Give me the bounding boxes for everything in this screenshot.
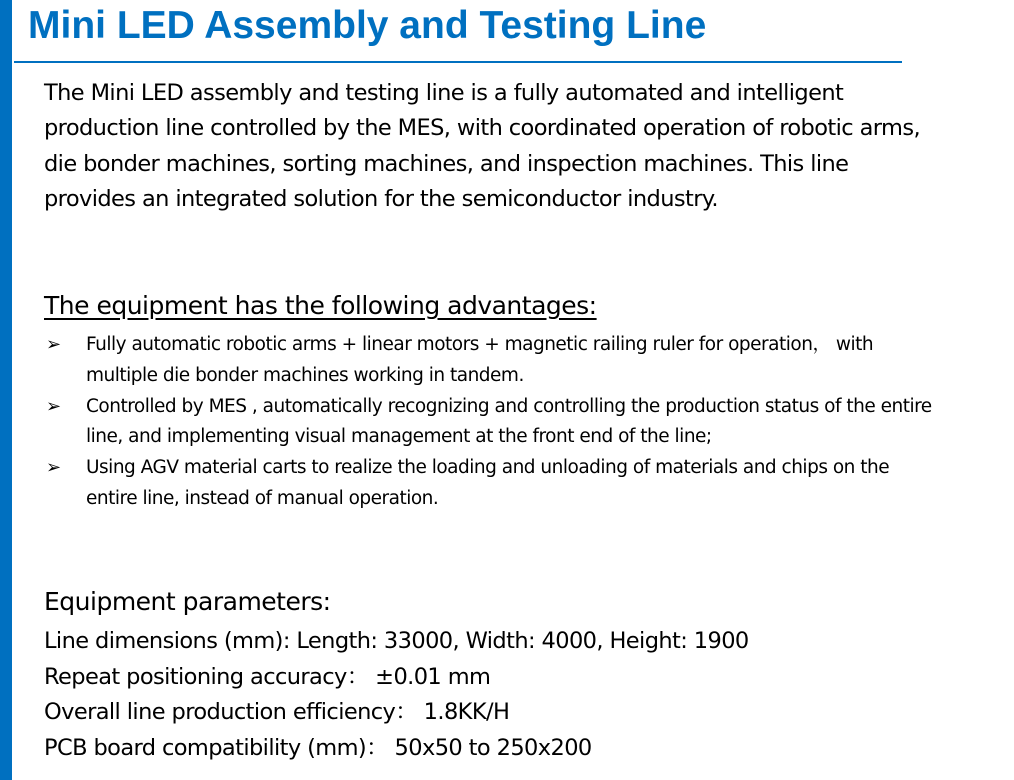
parameter-line-dimensions: Line dimensions (mm): Length: 33000, Width: 4000, Height: 1900 xyxy=(44,628,749,654)
arrow-bullet-icon: ➢ xyxy=(46,457,61,479)
arrow-bullet-icon: ➢ xyxy=(46,395,61,417)
advantage-text: Controlled by MES , automatically recognizing and controlling the production status of the entire line, and implementing visual management at the front end of the line; xyxy=(86,395,932,448)
title-divider xyxy=(14,61,902,63)
advantages-list xyxy=(44,330,944,515)
parameter-positioning-accuracy: Repeat positioning accuracy： ±0.01 mm xyxy=(44,663,491,690)
advantage-item xyxy=(44,330,944,392)
intro-paragraph: The Mini LED assembly and testing line is a fully automated and intelligent production line controlled by the MES, with coordinated operation of robotic arms, die bonder machines, sorting machines, and inspection machines. This line provides an integrated solution for the semiconductor industry. xyxy=(44,80,921,213)
advantage-item xyxy=(44,392,944,454)
left-accent-bar xyxy=(0,0,12,780)
arrow-bullet-icon: ➢ xyxy=(46,334,61,355)
advantages-heading: The equipment has the following advantages: xyxy=(44,291,597,320)
advantage-item xyxy=(44,453,944,515)
parameters-list xyxy=(44,624,749,766)
parameter-pcb-compatibility: PCB board compatibility (mm)： 50x50 to 250x200 xyxy=(44,734,592,761)
parameters-heading: Equipment parameters: xyxy=(44,587,331,616)
parameter-production-efficiency: Overall line production efficiency： 1.8KK/H xyxy=(44,699,510,725)
slide-title: Mini LED Assembly and Testing Line xyxy=(28,4,707,47)
advantage-text: Fully automatic robotic arms + linear motors + magnetic railing ruler for operation， with multiple die bonder machines working in tandem. xyxy=(86,334,874,386)
advantage-text: Using AGV material carts to realize the loading and unloading of materials and chips on the entire line, instead of manual operation. xyxy=(86,457,890,509)
